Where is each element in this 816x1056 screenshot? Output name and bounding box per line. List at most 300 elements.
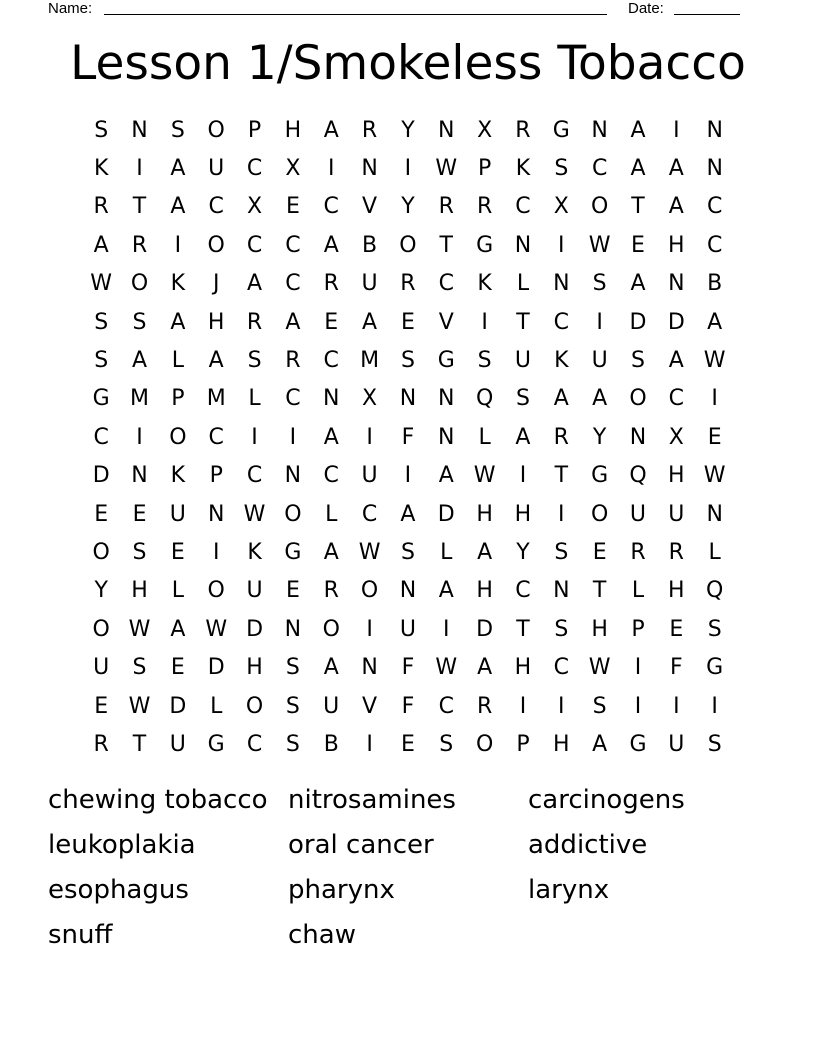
- grid-letter: N: [438, 386, 455, 412]
- grid-letter: U: [668, 731, 685, 757]
- grid-letter: C: [285, 232, 301, 258]
- grid-letter: I: [634, 655, 642, 681]
- grid-letter: A: [477, 655, 493, 681]
- grid-letter: W: [588, 232, 611, 258]
- grid-letter: S: [400, 539, 415, 565]
- grid-letter: M: [206, 386, 226, 412]
- grid-letter: U: [361, 271, 378, 297]
- grid-letter: W: [703, 463, 726, 489]
- grid-letter: N: [131, 463, 148, 489]
- grid-letter: R: [630, 539, 646, 565]
- grid-letter: R: [131, 232, 148, 258]
- grid-letter: T: [554, 463, 569, 489]
- grid-letter: X: [553, 194, 569, 220]
- grid-letter: T: [132, 731, 147, 757]
- grid-letter: A: [438, 578, 454, 604]
- grid-letter: O: [169, 424, 187, 450]
- grid-letter: O: [475, 731, 494, 757]
- grid-row: [82, 495, 734, 533]
- grid-letter: H: [514, 655, 532, 681]
- grid-letter: D: [246, 616, 264, 642]
- grid-letter: T: [592, 578, 607, 604]
- grid-letter: P: [631, 616, 645, 642]
- grid-letter: I: [404, 463, 412, 489]
- grid-letter: W: [703, 348, 726, 374]
- grid-letter: C: [285, 386, 301, 412]
- grid-letter: L: [478, 424, 491, 450]
- grid-letter: S: [554, 616, 569, 642]
- grid-letter: S: [132, 655, 147, 681]
- grid-letter: J: [212, 271, 220, 297]
- grid-letter: H: [591, 616, 608, 642]
- grid-letter: L: [708, 539, 721, 565]
- word-list-item: larynx: [528, 874, 610, 905]
- grid-letter: B: [707, 271, 723, 297]
- grid-letter: W: [128, 693, 151, 719]
- word-list-item: carcinogens: [528, 785, 685, 816]
- grid-row: [82, 111, 734, 149]
- grid-letter: N: [361, 156, 378, 182]
- grid-letter: S: [477, 348, 492, 374]
- grid-letter: N: [323, 386, 340, 412]
- worksheet-header: [48, 0, 748, 20]
- grid-letter: L: [171, 578, 184, 604]
- grid-letter: N: [399, 386, 417, 412]
- grid-letter: Y: [592, 424, 607, 450]
- grid-letter: O: [590, 501, 609, 527]
- grid-letter: I: [596, 309, 603, 335]
- grid-letter: N: [706, 501, 723, 527]
- grid-letter: E: [324, 309, 339, 335]
- grid-letter: E: [631, 232, 645, 258]
- grid-letter: R: [361, 117, 378, 143]
- grid-letter: O: [207, 578, 225, 604]
- grid-letter: U: [246, 578, 263, 604]
- grid-letter: D: [207, 655, 225, 681]
- grid-letter: N: [553, 578, 570, 604]
- grid-letter: H: [553, 731, 570, 757]
- grid-letter: H: [246, 655, 263, 681]
- word-list-item: pharynx: [288, 874, 395, 905]
- grid-letter: N: [668, 271, 685, 297]
- grid-letter: D: [629, 309, 647, 335]
- grid-letter: G: [706, 655, 724, 681]
- grid-letter: R: [668, 539, 684, 565]
- grid-letter: S: [554, 539, 569, 565]
- grid-letter: G: [207, 731, 225, 757]
- grid-letter: P: [247, 117, 262, 143]
- grid-letter: A: [170, 309, 186, 335]
- grid-letter: A: [553, 386, 569, 412]
- grid-letter: L: [171, 348, 184, 374]
- grid-letter: C: [323, 194, 339, 220]
- grid-letter: A: [438, 463, 454, 489]
- grid-letter: O: [629, 386, 647, 412]
- grid-letter: P: [477, 156, 492, 182]
- grid-letter: A: [630, 156, 646, 182]
- grid-letter: I: [404, 156, 412, 182]
- grid-letter: E: [170, 655, 185, 681]
- grid-letter: I: [251, 424, 258, 450]
- grid-letter: I: [212, 539, 220, 565]
- grid-letter: O: [284, 501, 302, 527]
- grid-letter: N: [284, 463, 302, 489]
- grid-letter: S: [285, 655, 300, 681]
- grid-letter: D: [437, 501, 455, 527]
- grid-letter: U: [93, 655, 110, 681]
- grid-letter: A: [592, 731, 608, 757]
- word-list-item: snuff: [48, 919, 113, 950]
- grid-row: [82, 226, 734, 264]
- word-list-item: chewing tobacco: [48, 785, 268, 816]
- grid-letter: C: [668, 386, 685, 412]
- grid-letter: G: [437, 348, 455, 374]
- grid-letter: N: [207, 501, 225, 527]
- grid-letter: I: [366, 616, 373, 642]
- grid-letter: R: [400, 271, 416, 297]
- grid-letter: C: [93, 424, 109, 450]
- grid-letter: A: [323, 424, 339, 450]
- grid-letter: B: [323, 731, 339, 757]
- grid-letter: H: [668, 578, 685, 604]
- grid-letter: S: [94, 309, 109, 335]
- grid-letter: E: [94, 501, 109, 527]
- grid-letter: E: [707, 424, 722, 450]
- grid-letter: A: [323, 232, 339, 258]
- grid-letter: O: [92, 539, 110, 565]
- grid-letter: N: [629, 424, 647, 450]
- grid-letter: H: [131, 578, 148, 604]
- grid-letter: P: [209, 463, 223, 489]
- grid-letter: A: [93, 232, 109, 258]
- grid-letter: K: [554, 348, 569, 374]
- grid-letter: E: [669, 616, 684, 642]
- grid-letter: W: [128, 616, 151, 642]
- grid-letter: W: [358, 539, 381, 565]
- grid-letter: E: [400, 309, 415, 335]
- grid-letter: S: [554, 156, 569, 182]
- grid-letter: X: [668, 424, 684, 450]
- grid-row: [82, 572, 734, 610]
- grid-letter: H: [668, 232, 685, 258]
- grid-letter: G: [476, 232, 494, 258]
- grid-letter: O: [245, 693, 264, 719]
- grid-letter: N: [438, 424, 455, 450]
- grid-letter: A: [630, 271, 646, 297]
- grid-letter: R: [515, 117, 531, 143]
- grid-letter: A: [247, 271, 263, 297]
- grid-letter: T: [439, 232, 453, 258]
- page-title: Lesson 1/Smokeless Tobacco: [70, 36, 746, 91]
- grid-letter: K: [515, 156, 531, 182]
- grid-letter: U: [514, 348, 531, 374]
- grid-letter: K: [477, 271, 492, 297]
- grid-letter: C: [246, 463, 263, 489]
- grid-letter: E: [592, 539, 607, 565]
- grid-letter: W: [205, 616, 228, 642]
- grid-letter: N: [706, 117, 723, 143]
- grid-letter: M: [360, 348, 380, 374]
- grid-letter: U: [361, 463, 378, 489]
- grid-letter: A: [515, 424, 531, 450]
- grid-letter: C: [246, 232, 263, 258]
- grid-letter: E: [132, 501, 147, 527]
- grid-letter: S: [285, 693, 300, 719]
- grid-letter: C: [553, 309, 569, 335]
- grid-letter: V: [362, 693, 378, 719]
- grid-letter: N: [131, 117, 148, 143]
- grid-letter: G: [629, 731, 647, 757]
- grid-letter: X: [362, 386, 378, 412]
- grid-letter: D: [92, 463, 110, 489]
- grid-letter: U: [208, 156, 225, 182]
- grid-letter: O: [130, 271, 149, 297]
- grid-letter: L: [325, 501, 338, 527]
- grid-letter: S: [170, 117, 185, 143]
- grid-letter: W: [473, 463, 496, 489]
- grid-letter: N: [514, 232, 532, 258]
- grid-letter: K: [170, 463, 186, 489]
- grid-letter: G: [92, 386, 110, 412]
- grid-letter: C: [438, 693, 454, 719]
- grid-letter: C: [515, 194, 531, 220]
- grid-letter: R: [93, 194, 109, 220]
- grid-letter: I: [558, 693, 565, 719]
- grid-row: [82, 188, 734, 226]
- grid-letter: R: [476, 693, 493, 719]
- grid-letter: O: [360, 578, 379, 604]
- grid-letter: S: [592, 693, 607, 719]
- grid-letter: T: [516, 616, 530, 642]
- grid-letter: Q: [629, 463, 647, 489]
- letter-grid: [82, 111, 734, 764]
- grid-letter: C: [706, 232, 723, 258]
- grid-letter: E: [170, 539, 185, 565]
- grid-letter: U: [169, 501, 186, 527]
- grid-letter: A: [170, 616, 186, 642]
- grid-letter: A: [630, 117, 646, 143]
- grid-letter: S: [439, 731, 454, 757]
- grid-letter: C: [323, 463, 339, 489]
- grid-letter: A: [668, 348, 684, 374]
- grid-letter: I: [327, 156, 335, 182]
- grid-letter: S: [247, 348, 262, 374]
- grid-letter: Y: [401, 194, 415, 220]
- grid-letter: O: [207, 117, 225, 143]
- grid-letter: R: [93, 731, 109, 757]
- grid-letter: F: [401, 655, 415, 681]
- grid-letter: I: [711, 386, 718, 412]
- grid-letter: C: [706, 194, 723, 220]
- grid-letter: I: [634, 693, 642, 719]
- grid-row: [82, 303, 734, 341]
- grid-letter: M: [130, 386, 149, 412]
- grid-letter: A: [477, 539, 493, 565]
- grid-letter: W: [243, 501, 266, 527]
- grid-letter: E: [285, 194, 300, 220]
- grid-letter: L: [516, 271, 530, 297]
- grid-row: [82, 687, 734, 725]
- grid-letter: S: [707, 616, 722, 642]
- grid-letter: H: [668, 463, 685, 489]
- grid-letter: A: [170, 156, 186, 182]
- grid-letter: S: [94, 117, 109, 143]
- grid-letter: R: [285, 348, 301, 374]
- grid-letter: A: [170, 194, 186, 220]
- grid-letter: C: [208, 424, 224, 450]
- grid-letter: I: [366, 731, 373, 757]
- grid-letter: A: [323, 539, 339, 565]
- grid-letter: I: [519, 693, 527, 719]
- grid-letter: A: [668, 156, 684, 182]
- grid-letter: S: [94, 348, 109, 374]
- grid-letter: U: [668, 501, 685, 527]
- grid-letter: I: [481, 309, 488, 335]
- word-list-item: oral cancer: [288, 830, 434, 861]
- word-list: [48, 778, 768, 957]
- grid-letter: S: [132, 539, 147, 565]
- word-list-item: chaw: [288, 919, 356, 950]
- grid-letter: E: [94, 693, 109, 719]
- grid-row: [82, 418, 734, 456]
- grid-letter: K: [93, 156, 109, 182]
- grid-letter: C: [246, 731, 263, 757]
- grid-letter: A: [707, 309, 723, 335]
- grid-letter: D: [169, 693, 187, 719]
- grid-letter: A: [592, 386, 608, 412]
- grid-letter: Y: [94, 578, 108, 604]
- grid-letter: A: [668, 194, 684, 220]
- date-blank-line: [674, 14, 740, 15]
- grid-letter: C: [285, 271, 301, 297]
- grid-letter: R: [438, 194, 454, 220]
- grid-letter: I: [136, 156, 143, 182]
- word-list-item: nitrosamines: [288, 785, 456, 816]
- grid-letter: I: [711, 693, 718, 719]
- grid-letter: S: [592, 271, 607, 297]
- grid-letter: I: [673, 117, 680, 143]
- grid-letter: O: [207, 232, 225, 258]
- grid-letter: S: [400, 348, 415, 374]
- grid-letter: I: [558, 232, 565, 258]
- grid-letter: Q: [475, 386, 494, 412]
- grid-letter: X: [285, 156, 301, 182]
- grid-letter: P: [516, 731, 530, 757]
- grid-letter: V: [362, 194, 378, 220]
- grid-row: [82, 341, 734, 379]
- grid-letter: H: [207, 309, 225, 335]
- grid-letter: I: [366, 424, 373, 450]
- grid-letter: U: [591, 348, 608, 374]
- grid-row: [82, 610, 734, 648]
- grid-letter: F: [401, 424, 415, 450]
- grid-row: [82, 725, 734, 763]
- grid-letter: I: [136, 424, 143, 450]
- grid-letter: A: [323, 117, 339, 143]
- grid-letter: O: [399, 232, 417, 258]
- grid-letter: F: [670, 655, 683, 681]
- grid-letter: S: [515, 386, 530, 412]
- grid-letter: F: [401, 693, 415, 719]
- grid-letter: C: [361, 501, 378, 527]
- grid-letter: W: [90, 271, 113, 297]
- grid-letter: C: [208, 194, 224, 220]
- grid-row: [82, 648, 734, 686]
- word-list-item: leukoplakia: [48, 830, 196, 861]
- grid-letter: H: [476, 501, 493, 527]
- grid-letter: C: [553, 655, 569, 681]
- grid-letter: T: [631, 194, 645, 220]
- grid-letter: C: [438, 271, 454, 297]
- grid-letter: L: [248, 386, 261, 412]
- grid-letter: V: [438, 309, 454, 335]
- word-list-item: addictive: [528, 830, 648, 861]
- grid-letter: N: [361, 655, 378, 681]
- grid-letter: A: [131, 348, 148, 374]
- grid-letter: Y: [516, 539, 530, 565]
- grid-row: [82, 149, 734, 187]
- grid-row: [82, 457, 734, 495]
- grid-letter: U: [323, 693, 340, 719]
- grid-letter: N: [553, 271, 570, 297]
- grid-letter: U: [399, 616, 416, 642]
- grid-letter: I: [558, 501, 565, 527]
- grid-letter: R: [323, 578, 339, 604]
- grid-letter: T: [132, 194, 147, 220]
- grid-letter: I: [673, 693, 680, 719]
- grid-letter: S: [707, 731, 722, 757]
- grid-letter: R: [553, 424, 569, 450]
- grid-letter: W: [435, 156, 458, 182]
- grid-letter: C: [323, 348, 339, 374]
- grid-letter: T: [516, 309, 530, 335]
- name-blank-line: [104, 14, 607, 15]
- grid-letter: N: [284, 616, 302, 642]
- grid-letter: K: [247, 539, 262, 565]
- grid-letter: P: [171, 386, 185, 412]
- grid-letter: C: [515, 578, 531, 604]
- grid-letter: I: [443, 616, 450, 642]
- grid-letter: S: [132, 309, 147, 335]
- grid-letter: S: [631, 348, 645, 374]
- grid-letter: U: [169, 731, 186, 757]
- grid-letter: I: [519, 463, 527, 489]
- grid-letter: N: [591, 117, 608, 143]
- grid-letter: D: [476, 616, 494, 642]
- grid-letter: L: [631, 578, 645, 604]
- grid-letter: K: [170, 271, 186, 297]
- grid-letter: W: [435, 655, 458, 681]
- grid-letter: A: [400, 501, 416, 527]
- grid-letter: X: [247, 194, 263, 220]
- grid-letter: E: [400, 731, 415, 757]
- grid-letter: X: [477, 117, 493, 143]
- grid-letter: Y: [401, 117, 415, 143]
- grid-letter: L: [440, 539, 453, 565]
- grid-letter: H: [514, 501, 532, 527]
- grid-letter: O: [322, 616, 340, 642]
- grid-letter: A: [362, 309, 378, 335]
- grid-letter: O: [590, 194, 609, 220]
- grid-letter: E: [285, 578, 300, 604]
- grid-letter: N: [399, 578, 417, 604]
- name-label: Name:: [48, 0, 93, 17]
- grid-letter: A: [285, 309, 301, 335]
- grid-letter: I: [174, 232, 182, 258]
- grid-letter: G: [591, 463, 609, 489]
- grid-letter: A: [323, 655, 339, 681]
- grid-letter: W: [588, 655, 611, 681]
